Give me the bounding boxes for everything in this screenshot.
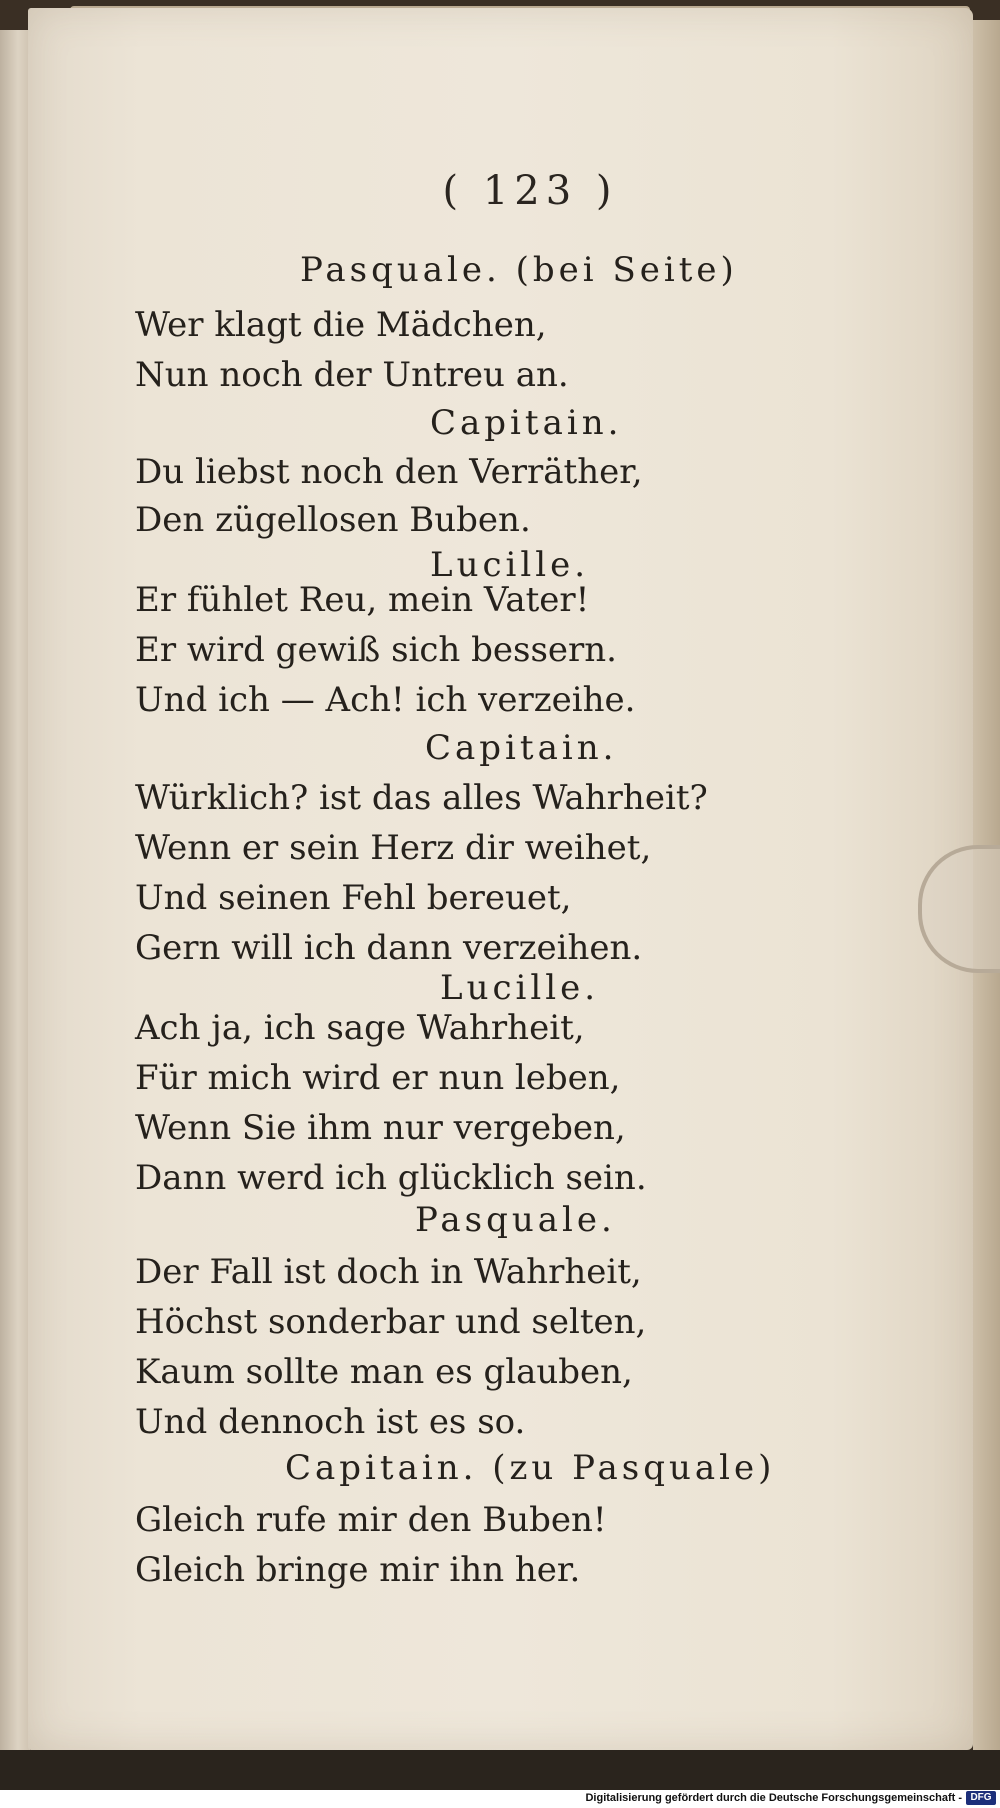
- verse-line: Er fühlet Reu, mein Vater!: [135, 580, 590, 620]
- speaker-heading: Lucille.: [440, 968, 600, 1008]
- verse-line: Ach ja, ich sage Wahrheit,: [135, 1008, 585, 1048]
- speaker-heading: Capitain.: [430, 403, 623, 443]
- verse-line: Kaum sollte man es glauben,: [135, 1352, 633, 1392]
- verse-line: Würklich? ist das alles Wahrheit?: [135, 778, 708, 818]
- speaker-heading: Pasquale.: [415, 1200, 616, 1240]
- verse-line: Höchst sonderbar und selten,: [135, 1302, 647, 1342]
- verse-line: Dann werd ich glücklich sein.: [135, 1158, 647, 1198]
- verse-line: Wenn Sie ihm nur vergeben,: [135, 1108, 626, 1148]
- digitization-credit: Digitalisierung gefördert durch die Deutsche Forschungsgemeinschaft -: [585, 1792, 962, 1804]
- verse-line: Und seinen Fehl bereuet,: [135, 878, 572, 918]
- verse-line: Und dennoch ist es so.: [135, 1402, 526, 1442]
- verse-line: Den zügellosen Buben.: [135, 500, 531, 540]
- speaker-heading: Pasquale. (bei Seite): [300, 250, 738, 290]
- page-number: ( 123 ): [442, 168, 618, 214]
- speaker-heading: Lucille.: [430, 545, 590, 585]
- verse-line: Gleich rufe mir den Buben!: [135, 1500, 607, 1540]
- verse-line: Wer klagt die Mädchen,: [135, 305, 547, 345]
- verse-line: Gern will ich dann verzeihen.: [135, 928, 643, 968]
- verse-line: Der Fall ist doch in Wahrheit,: [135, 1252, 642, 1292]
- verse-line: Und ich — Ach! ich verzeihe.: [135, 680, 636, 720]
- speaker-heading: Capitain.: [425, 728, 618, 768]
- verse-line: Nun noch der Untreu an.: [135, 355, 569, 395]
- speaker-heading: Capitain. (zu Pasquale): [285, 1448, 776, 1488]
- dfg-logo: DFG: [966, 1791, 996, 1805]
- verse-line: Gleich bringe mir ihn her.: [135, 1550, 581, 1590]
- verse-line: Du liebst noch den Verräther,: [135, 452, 643, 492]
- verse-line: Er wird gewiß sich bessern.: [135, 630, 617, 670]
- verse-line: Wenn er sein Herz dir weihet,: [135, 828, 652, 868]
- verse-line: Für mich wird er nun leben,: [135, 1058, 621, 1098]
